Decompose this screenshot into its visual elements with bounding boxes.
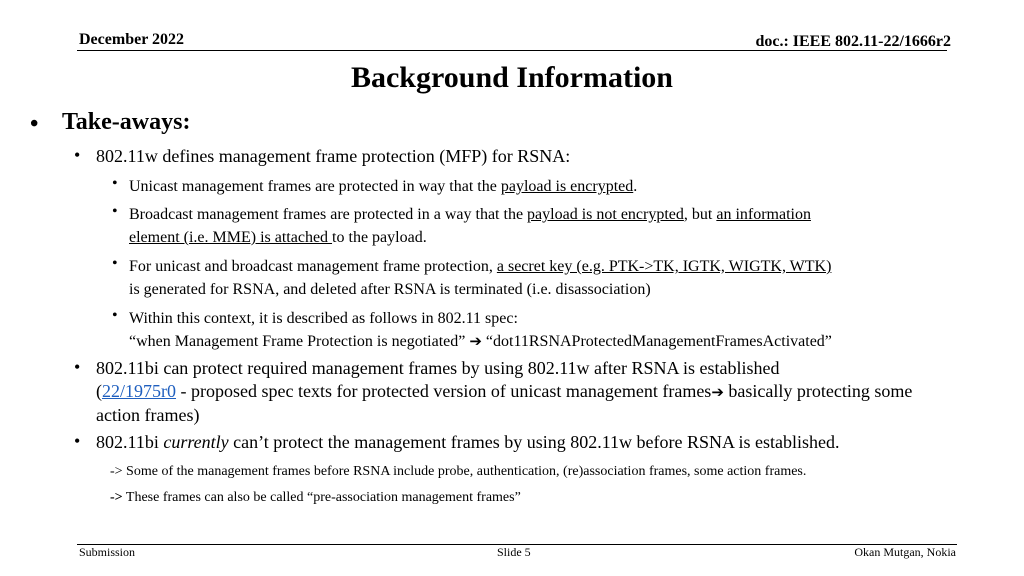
bullet-dot: • bbox=[112, 203, 118, 220]
right-arrow-icon: ➔ bbox=[469, 332, 482, 350]
spec-context-bullet: Within this context, it is described as follows in 802.11 spec: “when Management Frame Protection is negotiated” ➔ “dot11RSNAProtectedManagementFramesActivated” bbox=[129, 310, 832, 350]
bullet-dot: • bbox=[74, 145, 81, 165]
broadcast-bullet: Broadcast management frames are protected in a way that the payload is not encrypted, but an information element (i.e. MME) is attached to the payload. bbox=[129, 206, 811, 246]
footer-slide-number: Slide 5 bbox=[497, 545, 531, 559]
bi-before-rsna-bullet: 802.11bi currently can’t protect the management frames by using 802.11w before RSNA is established. bbox=[96, 432, 840, 452]
bullet-dot: • bbox=[112, 175, 118, 192]
unicast-bullet: Unicast management frames are protected in way that the payload is encrypted. bbox=[129, 178, 638, 195]
bi-after-rsna-bullet: 802.11bi can protect required management frames by using 802.11w after RSNA is established (22/1975r0 - proposed spec texts for protected version of unicast management frames➔ basically protecting some action frames) bbox=[96, 358, 913, 425]
doc-link-22-1975r0[interactable]: 22/1975r0 bbox=[102, 381, 176, 401]
secret-key-bullet: For unicast and broadcast management frame protection, a secret key (e.g. PTK->TK, IGTK, WIGTK, WTK) is generated for RSNA, and deleted after RSNA is terminated (i.e. disassociation) bbox=[129, 258, 832, 298]
header-doc-id: doc.: IEEE 802.11-22/1666r2 bbox=[755, 33, 951, 50]
bullet-dot: • bbox=[30, 111, 39, 137]
footer-submission: Submission bbox=[79, 545, 136, 559]
mfp-bullet: 802.11w defines management frame protection (MFP) for RSNA: bbox=[96, 146, 571, 166]
bullet-dot: • bbox=[112, 255, 118, 272]
right-arrow-icon: ➔ bbox=[711, 383, 724, 401]
pre-rsna-note-2: -> These frames can also be called “pre-association management frames” bbox=[110, 490, 521, 505]
header-date: December 2022 bbox=[79, 31, 184, 48]
pre-rsna-note-1: -> Some of the management frames before RSNA include probe, authentication, (re)association frames, some action frames. bbox=[110, 464, 807, 479]
bullet-dot: • bbox=[74, 357, 81, 377]
takeaways-heading: Take-aways: bbox=[62, 109, 191, 135]
bullet-dot: • bbox=[112, 307, 118, 324]
slide-title: Background Information bbox=[350, 61, 673, 94]
bullet-dot: • bbox=[74, 431, 81, 451]
header-divider bbox=[77, 50, 947, 51]
footer-author: Okan Mutgan, Nokia bbox=[854, 545, 956, 559]
